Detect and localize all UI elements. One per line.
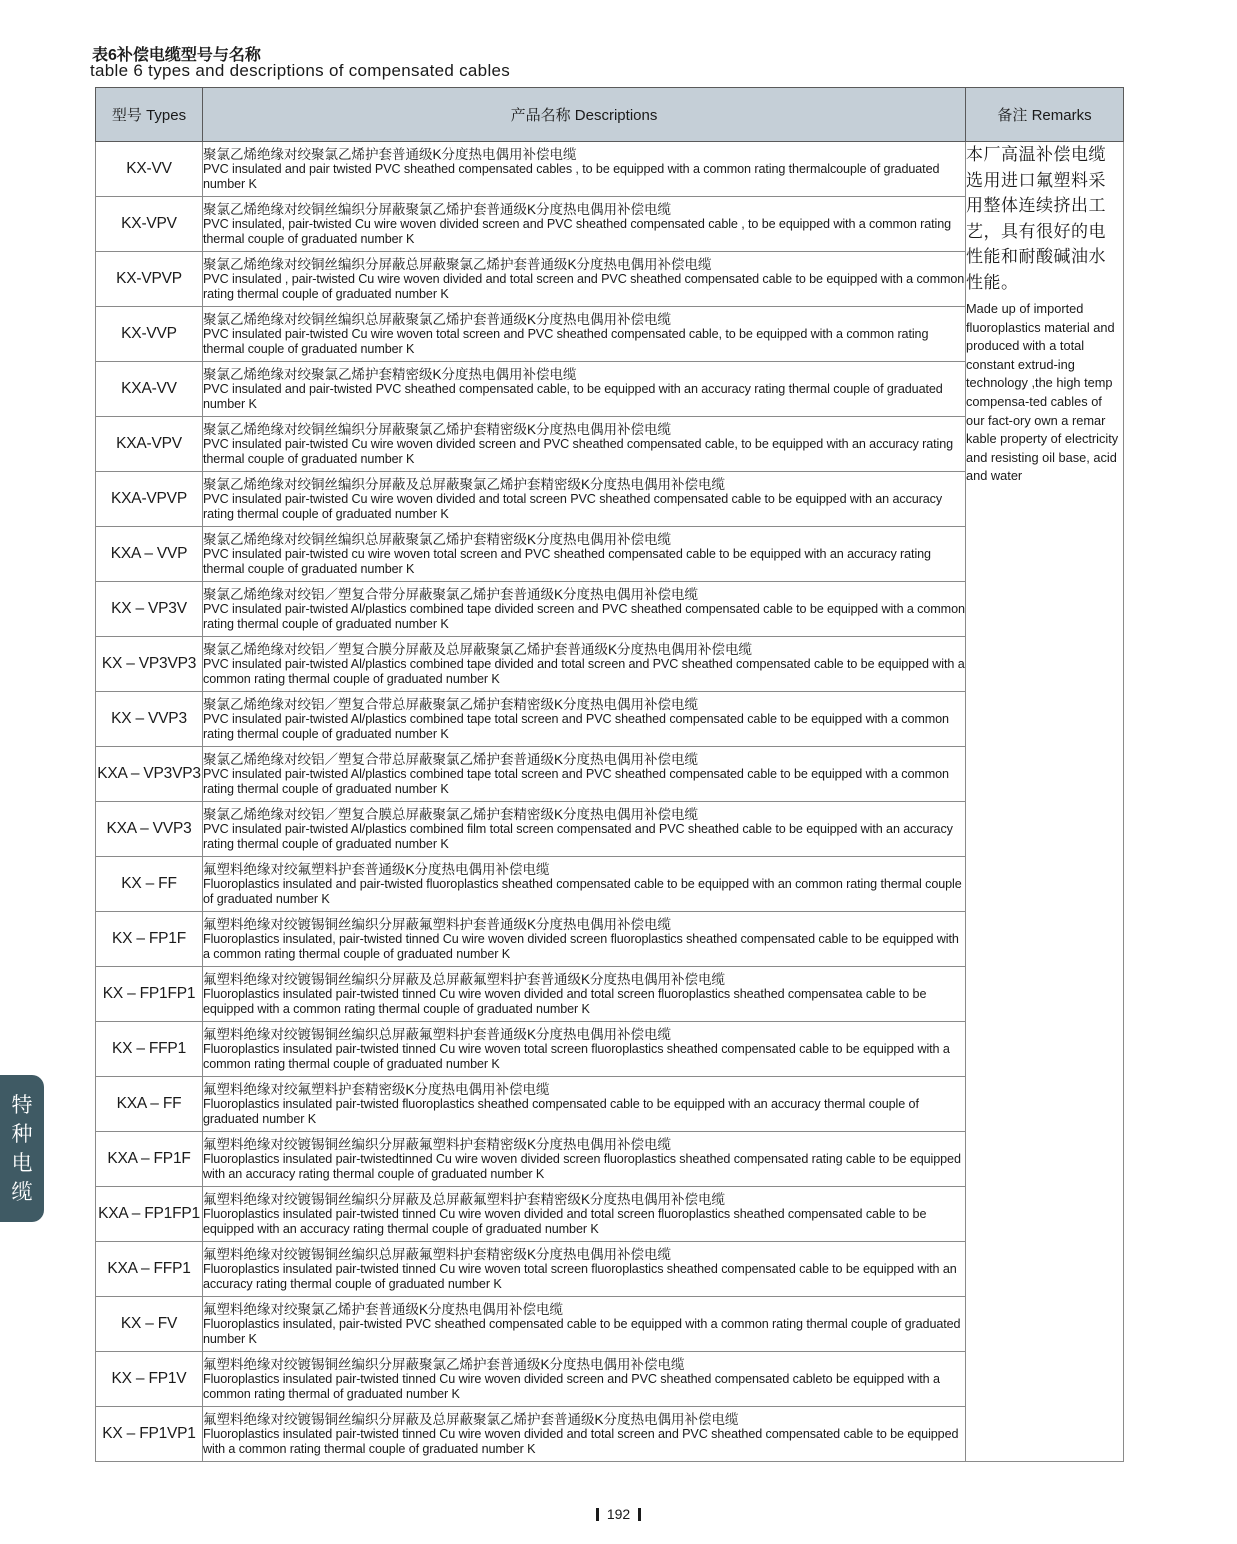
description-en: Fluoroplastics insulated and pair-twisted fluoroplastics sheathed compensated cable to be equipped with an common rating thermal couple of graduated number K xyxy=(203,877,962,906)
description-cn: 氟塑料绝缘对绞镀锡铜丝编织分屏蔽及总屏蔽氟塑料护套精密级K分度热电偶用补偿电缆 xyxy=(203,1192,726,1207)
description-en: PVC insulated pair-twisted Cu wire woven total screen and PVC sheathed compensated cable, to be equipped with a common rating thermal couple of graduated number K xyxy=(203,327,929,356)
description-en: PVC insulated pair-twisted Cu wire woven divided and total screen PVC sheathed compensated cable to be equipped with an accuracy rating thermal couple of graduated number K xyxy=(203,492,943,521)
cable-description xyxy=(203,912,966,967)
cable-model: KXA – FP1FP1 xyxy=(96,1187,203,1242)
description-cn: 氟塑料绝缘对绞氟塑料护套精密级K分度热电偶用补偿电缆 xyxy=(203,1082,550,1097)
description-cn: 聚氯乙烯绝缘对绞铜丝编织总屏蔽聚氯乙烯护套精密级K分度热电偶用补偿电缆 xyxy=(203,532,672,547)
cable-description xyxy=(203,582,966,637)
side-tab-char: 电 xyxy=(11,1151,33,1175)
cable-description xyxy=(203,362,966,417)
description-cn: 氟塑料绝缘对绞氟塑料护套普通级K分度热电偶用补偿电缆 xyxy=(203,862,550,877)
description-en: Fluoroplastics insulated, pair-twisted PVC sheathed compensated cable to be equipped with a common rating thermal couple of graduated number K xyxy=(203,1317,961,1346)
cable-model: KXA-VV xyxy=(96,362,203,417)
cable-model: KX-VV xyxy=(96,142,203,197)
table-body xyxy=(96,142,1124,1462)
description-cn: 氟塑料绝缘对绞镀锡铜丝编织分屏蔽氟塑料护套普通级K分度热电偶用补偿电缆 xyxy=(203,917,672,932)
description-en: Fluoroplastics insulated pair-twisted tinned Cu wire woven divided and total screen fluoroplastics sheathed compensatea cable to be equipped with a common rating thermal couple of graduated number K xyxy=(203,987,927,1016)
description-en: Fluoroplastics insulated pair-twistedtinned Cu wire woven divided screen fluoroplastics sheathed compensated rating cable to be equipped with an accuracy rating thermal couple of graduated number K xyxy=(203,1152,961,1181)
cable-description xyxy=(203,1187,966,1242)
header-types: 型号 Types xyxy=(96,88,203,142)
side-tab-char: 种 xyxy=(11,1122,33,1146)
description-en: PVC insulated pair-twisted cu wire woven total screen and PVC sheathed compensated cable to be equipped with an accuracy rating thermal couple of graduated number K xyxy=(203,547,931,576)
description-en: PVC insulated pair-twisted Al/plastics combined film total screen compensated and PVC sheathed cable to be equipped with an accuracy rating thermal couple of graduated number K xyxy=(203,822,953,851)
cable-model: KX – VP3V xyxy=(96,582,203,637)
cable-model: KX – VVP3 xyxy=(96,692,203,747)
cable-model: KX – FP1F xyxy=(96,912,203,967)
remarks-en: Made up of imported fluoroplastics material and produced with a total constant extrud-ing technology ,the high temp compensa-ted cables of our fact-ory own a remar kable property of electricity and resisting oil base, acid and water xyxy=(966,301,1119,484)
cable-model: KX – FP1FP1 xyxy=(96,967,203,1022)
cable-description xyxy=(203,1132,966,1187)
table-header-row xyxy=(96,88,1124,142)
description-en: Fluoroplastics insulated pair-twisted tinned Cu wire woven total screen fluoroplastics sheathed compensated cable to be equipped with an accuracy rating thermal couple of graduated number K xyxy=(203,1262,957,1291)
description-cn: 聚氯乙烯绝缘对绞铜丝编织分屏蔽总屏蔽聚氯乙烯护套普通级K分度热电偶用补偿电缆 xyxy=(203,257,712,272)
side-tab-char: 缆 xyxy=(11,1180,33,1204)
description-cn: 聚氯乙烯绝缘对绞铝／塑复合膜总屏蔽聚氯乙烯护套精密级K分度热电偶用补偿电缆 xyxy=(203,807,699,822)
description-en: Fluoroplastics insulated pair-twisted fluoroplastics sheathed compensated cable to be equipped with an accuracy thermal couple of graduated number K xyxy=(203,1097,919,1126)
description-cn: 聚氯乙烯绝缘对绞聚氯乙烯护套普通级K分度热电偶用补偿电缆 xyxy=(203,147,577,162)
cable-model: KX – FP1V xyxy=(96,1352,203,1407)
cable-types-table xyxy=(95,87,1124,1462)
cable-model: KXA – FP1F xyxy=(96,1132,203,1187)
description-en: PVC insulated pair-twisted Cu wire woven divided screen and PVC sheathed compensated cable, to be equipped with an accuracy rating thermal couple of graduated number K xyxy=(203,437,954,466)
cable-description xyxy=(203,1022,966,1077)
page-number-bar-right xyxy=(638,1508,641,1521)
page-title-en: table 6 types and descriptions of compensated cables xyxy=(90,61,511,80)
cable-model: KXA-VPVP xyxy=(96,472,203,527)
description-en: PVC insulated and pair-twisted PVC sheathed compensated cable, to be equipped with an accuracy rating thermal couple of graduated number K xyxy=(203,382,943,411)
description-en: PVC insulated pair-twisted Al/plastics combined tape total screen and PVC sheathed compensated cable to be equipped with a common rating thermal couple of graduated number K xyxy=(203,712,949,741)
cable-description xyxy=(203,1297,966,1352)
cable-model: KX-VVP xyxy=(96,307,203,362)
description-en: Fluoroplastics insulated, pair-twisted tinned Cu wire woven divided screen fluoroplastics sheathed compensated cable to be equipped with a common rating thermal couple of graduated number K xyxy=(203,932,959,961)
cable-model: KXA – FFP1 xyxy=(96,1242,203,1297)
cable-model: KX – FFP1 xyxy=(96,1022,203,1077)
cable-model: KXA-VPV xyxy=(96,417,203,472)
cable-description xyxy=(203,1352,966,1407)
cable-model: KX-VPV xyxy=(96,197,203,252)
side-tab-special-cables xyxy=(0,1075,44,1222)
description-cn: 氟塑料绝缘对绞镀锡铜丝编织总屏蔽氟塑料护套精密级K分度热电偶用补偿电缆 xyxy=(203,1247,672,1262)
description-en: Fluoroplastics insulated pair-twisted tinned Cu wire woven total screen fluoroplastics sheathed compensated cable to be equipped with a common rating thermal couple of graduated number K xyxy=(203,1042,950,1071)
cable-description xyxy=(203,692,966,747)
remarks-cn: 本厂高温补偿电缆选用进口氟塑料采用整体连续挤出工艺，具有很好的电性能和耐酸碱油水性能。 xyxy=(966,145,1106,292)
cable-description xyxy=(203,802,966,857)
cable-model: KX-VPVP xyxy=(96,252,203,307)
remarks-cell xyxy=(966,142,1124,1462)
cable-model: KX – VP3VP3 xyxy=(96,637,203,692)
cable-description xyxy=(203,197,966,252)
description-cn: 聚氯乙烯绝缘对绞铝／塑复合带总屏蔽聚氯乙烯护套精密级K分度热电偶用补偿电缆 xyxy=(203,697,699,712)
description-cn: 氟塑料绝缘对绞聚氯乙烯护套普通级K分度热电偶用补偿电缆 xyxy=(203,1302,564,1317)
description-en: PVC insulated and pair twisted PVC sheathed compensated cables , to be equipped with a common rating thermalcouple of graduated number K xyxy=(203,162,940,191)
cable-description xyxy=(203,307,966,362)
cable-model: KX – FV xyxy=(96,1297,203,1352)
cable-description xyxy=(203,142,966,197)
description-en: Fluoroplastics insulated pair-twisted tinned Cu wire woven divided screen and PVC sheathed compensated cableto be equipped with a common rating thermal of graduated number K xyxy=(203,1372,940,1401)
cable-description xyxy=(203,417,966,472)
cable-description xyxy=(203,472,966,527)
description-en: Fluoroplastics insulated pair-twisted tinned Cu wire woven divided and total screen and PVC sheathed compensated cable to be equipped with a common rating thermal couple of graduated number K xyxy=(203,1427,959,1456)
description-cn: 聚氯乙烯绝缘对绞铝／塑复合膜分屏蔽及总屏蔽聚氯乙烯护套普通级K分度热电偶用补偿电缆 xyxy=(203,642,753,657)
description-cn: 聚氯乙烯绝缘对绞铜丝编织分屏蔽聚氯乙烯护套精密级K分度热电偶用补偿电缆 xyxy=(203,422,672,437)
description-cn: 氟塑料绝缘对绞镀锡铜丝编织分屏蔽氟塑料护套精密级K分度热电偶用补偿电缆 xyxy=(203,1137,672,1152)
cable-description xyxy=(203,1077,966,1132)
side-tab-char: 特 xyxy=(11,1093,33,1117)
description-en: Fluoroplastics insulated pair-twisted tinned Cu wire woven divided and total screen fluoroplastics sheathed compensated cable to be equipped with an accuracy rating thermal couple of graduated number K xyxy=(203,1207,927,1236)
page-number: 192 xyxy=(606,1506,631,1522)
description-en: PVC insulated pair-twisted Al/plastics combined tape total screen and PVC sheathed compensated cable to be equipped with a common rating thermal couple of graduated number K xyxy=(203,767,949,796)
cable-model: KXA – VVP3 xyxy=(96,802,203,857)
cable-model: KXA – VP3VP3 xyxy=(96,747,203,802)
description-cn: 聚氯乙烯绝缘对绞铜丝编织分屏蔽聚氯乙烯护套普通级K分度热电偶用补偿电缆 xyxy=(203,202,672,217)
page-number-bar-left xyxy=(596,1508,599,1521)
cable-description xyxy=(203,637,966,692)
cable-description xyxy=(203,747,966,802)
description-cn: 聚氯乙烯绝缘对绞铝／塑复合带总屏蔽聚氯乙烯护套普通级K分度热电偶用补偿电缆 xyxy=(203,752,699,767)
description-en: PVC insulated , pair-twisted Cu wire woven divided and total screen and PVC sheathed compensated cable to be equipped with a common rating thermal couple of graduated number K xyxy=(203,272,965,301)
cable-description xyxy=(203,1242,966,1297)
description-cn: 聚氯乙烯绝缘对绞聚氯乙烯护套精密级K分度热电偶用补偿电缆 xyxy=(203,367,577,382)
description-cn: 氟塑料绝缘对绞镀锡铜丝编织分屏蔽聚氯乙烯护套普通级K分度热电偶用补偿电缆 xyxy=(203,1357,685,1372)
page-number-footer xyxy=(0,1506,1237,1522)
cable-model: KX – FP1VP1 xyxy=(96,1407,203,1462)
cable-description xyxy=(203,252,966,307)
cable-model: KXA – VVP xyxy=(96,527,203,582)
description-cn: 聚氯乙烯绝缘对绞铜丝编织总屏蔽聚氯乙烯护套普通级K分度热电偶用补偿电缆 xyxy=(203,312,672,327)
description-cn: 聚氯乙烯绝缘对绞铝／塑复合带分屏蔽聚氯乙烯护套普通级K分度热电偶用补偿电缆 xyxy=(203,587,699,602)
description-en: PVC insulated pair-twisted Al/plastics combined tape divided screen and PVC sheathed compensated cable to be equipped with a common rating thermal couple of graduated number K xyxy=(203,602,965,631)
description-cn: 氟塑料绝缘对绞镀锡铜丝编织分屏蔽及总屏蔽聚氯乙烯护套普通级K分度热电偶用补偿电缆 xyxy=(203,1412,739,1427)
cable-model: KX – FF xyxy=(96,857,203,912)
description-en: PVC insulated pair-twisted Al/plastics combined tape divided and total screen and PVC sheathed compensated cable to be equipped with a common rating thermal couple of graduated number K xyxy=(203,657,965,686)
description-cn: 氟塑料绝缘对绞镀锡铜丝编织总屏蔽氟塑料护套普通级K分度热电偶用补偿电缆 xyxy=(203,1027,672,1042)
header-descriptions: 产品名称 Descriptions xyxy=(203,88,966,142)
description-en: PVC insulated, pair-twisted Cu wire woven divided screen and PVC sheathed compensated cable , to be equipped with a common rating thermal couple of graduated number K xyxy=(203,217,952,246)
description-cn: 氟塑料绝缘对绞镀锡铜丝编织分屏蔽及总屏蔽氟塑料护套普通级K分度热电偶用补偿电缆 xyxy=(203,972,726,987)
cable-description xyxy=(203,857,966,912)
description-cn: 聚氯乙烯绝缘对绞铜丝编织分屏蔽及总屏蔽聚氯乙烯护套精密级K分度热电偶用补偿电缆 xyxy=(203,477,726,492)
cable-description xyxy=(203,967,966,1022)
page-title-cn: 表6补偿电缆型号与名称 xyxy=(92,47,261,64)
cable-description xyxy=(203,527,966,582)
table-row xyxy=(96,142,1124,197)
cable-description xyxy=(203,1407,966,1462)
cable-model: KXA – FF xyxy=(96,1077,203,1132)
header-remarks: 备注 Remarks xyxy=(966,88,1124,142)
